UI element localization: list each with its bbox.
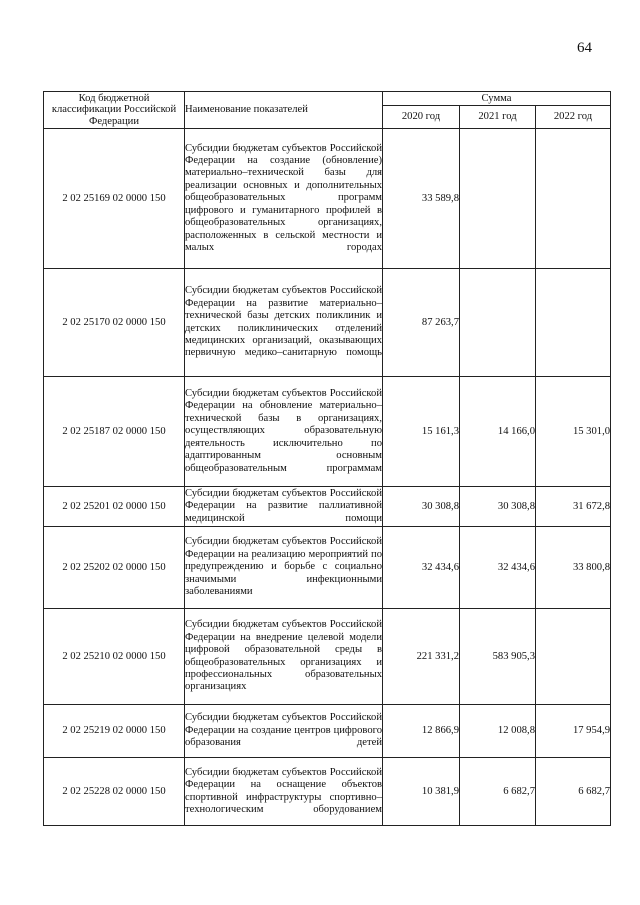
amount-2022 (536, 609, 611, 705)
amount-2022 (536, 269, 611, 377)
budget-code: 2 02 25170 02 0000 150 (44, 269, 185, 377)
amount-2020: 15 161,3 (383, 377, 460, 487)
amount-2020: 32 434,6 (383, 527, 460, 609)
indicator-name-text: Субсидии бюджетам субъектов Российской Федерации на внедрение целевой модели цифровой образовательной среды в общеобразовательных организациях и профессиональных образовательных организациях (185, 619, 382, 693)
amount-2022: 15 301,0 (536, 377, 611, 487)
budget-code: 2 02 25210 02 0000 150 (44, 609, 185, 705)
indicator-name (185, 269, 383, 377)
table-row (44, 377, 611, 487)
indicator-name (185, 129, 383, 269)
header-row (44, 92, 611, 106)
table-row (44, 487, 611, 527)
budget-code: 2 02 25202 02 0000 150 (44, 527, 185, 609)
amount-2022 (536, 129, 611, 269)
amount-2020: 221 331,2 (383, 609, 460, 705)
indicator-name-text: Субсидии бюджетам субъектов Российской Федерации на развитие материально–технической базы детских поликлиник и детских поликлинических отделений медицинских организаций, оказывающих первичную медико–санитарную помощь (185, 285, 382, 359)
budget-code: 2 02 25201 02 0000 150 (44, 487, 185, 527)
indicator-name (185, 487, 383, 527)
amount-2021: 14 166,0 (460, 377, 536, 487)
table-row (44, 609, 611, 705)
amount-2021: 583 905,3 (460, 609, 536, 705)
budget-code: 2 02 25187 02 0000 150 (44, 377, 185, 487)
header-code: Код бюджетной классификации Российской Федерации (44, 92, 185, 129)
indicator-name (185, 377, 383, 487)
amount-2022: 17 954,9 (536, 705, 611, 758)
amount-2021 (460, 269, 536, 377)
indicator-name (185, 609, 383, 705)
amount-2021: 32 434,6 (460, 527, 536, 609)
budget-table (43, 91, 611, 826)
indicator-name-text: Субсидии бюджетам субъектов Российской Федерации на создание центров цифрового образования детей (185, 712, 382, 749)
table-row (44, 129, 611, 269)
indicator-name (185, 758, 383, 826)
amount-2021: 6 682,7 (460, 758, 536, 826)
indicator-name-text: Субсидии бюджетам субъектов Российской Федерации на создание (обновление) материально–технической базы для реализации основных и дополнительных общеобразовательных программ цифрового и гуманитарного профилей в общеобразовательных организациях, расположенных в сельской местности и малых городах (185, 142, 382, 253)
indicator-name-text: Субсидии бюджетам субъектов Российской Федерации на обновление материально–технической базы в организациях, осуществляющих образовательную деятельность исключительно по адаптированным основным общеобразовательным программам (185, 388, 382, 474)
table-row (44, 527, 611, 609)
header-year-2021: 2021 год (460, 106, 536, 129)
amount-2022: 33 800,8 (536, 527, 611, 609)
amount-2021: 12 008,8 (460, 705, 536, 758)
indicator-name (185, 705, 383, 758)
table-row (44, 269, 611, 377)
header-sum: Сумма (383, 92, 611, 106)
table-row (44, 758, 611, 826)
amount-2021 (460, 129, 536, 269)
indicator-name-text: Субсидии бюджетам субъектов Российской Федерации на реализацию мероприятий по предупреждению и борьбе с социально значимыми инфекционными заболеваниями (185, 536, 382, 598)
indicator-name-text: Субсидии бюджетам субъектов Российской Федерации на развитие паллиативной медицинской помощи (185, 487, 382, 524)
amount-2021: 30 308,8 (460, 487, 536, 527)
amount-2020: 10 381,9 (383, 758, 460, 826)
amount-2020: 33 589,8 (383, 129, 460, 269)
amount-2020: 12 866,9 (383, 705, 460, 758)
amount-2020: 87 263,7 (383, 269, 460, 377)
table-row (44, 705, 611, 758)
amount-2022: 6 682,7 (536, 758, 611, 826)
amount-2022: 31 672,8 (536, 487, 611, 527)
budget-code: 2 02 25228 02 0000 150 (44, 758, 185, 826)
amount-2020: 30 308,8 (383, 487, 460, 527)
indicator-name (185, 527, 383, 609)
budget-code: 2 02 25219 02 0000 150 (44, 705, 185, 758)
page-number: 64 (577, 40, 592, 56)
header-name: Наименование показателей (185, 92, 383, 129)
header-year-2020: 2020 год (383, 106, 460, 129)
budget-code: 2 02 25169 02 0000 150 (44, 129, 185, 269)
indicator-name-text: Субсидии бюджетам субъектов Российской Федерации на оснащение объектов спортивной инфраструктуры спортивно–технологическим оборудованием (185, 766, 382, 815)
header-year-2022: 2022 год (536, 106, 611, 129)
